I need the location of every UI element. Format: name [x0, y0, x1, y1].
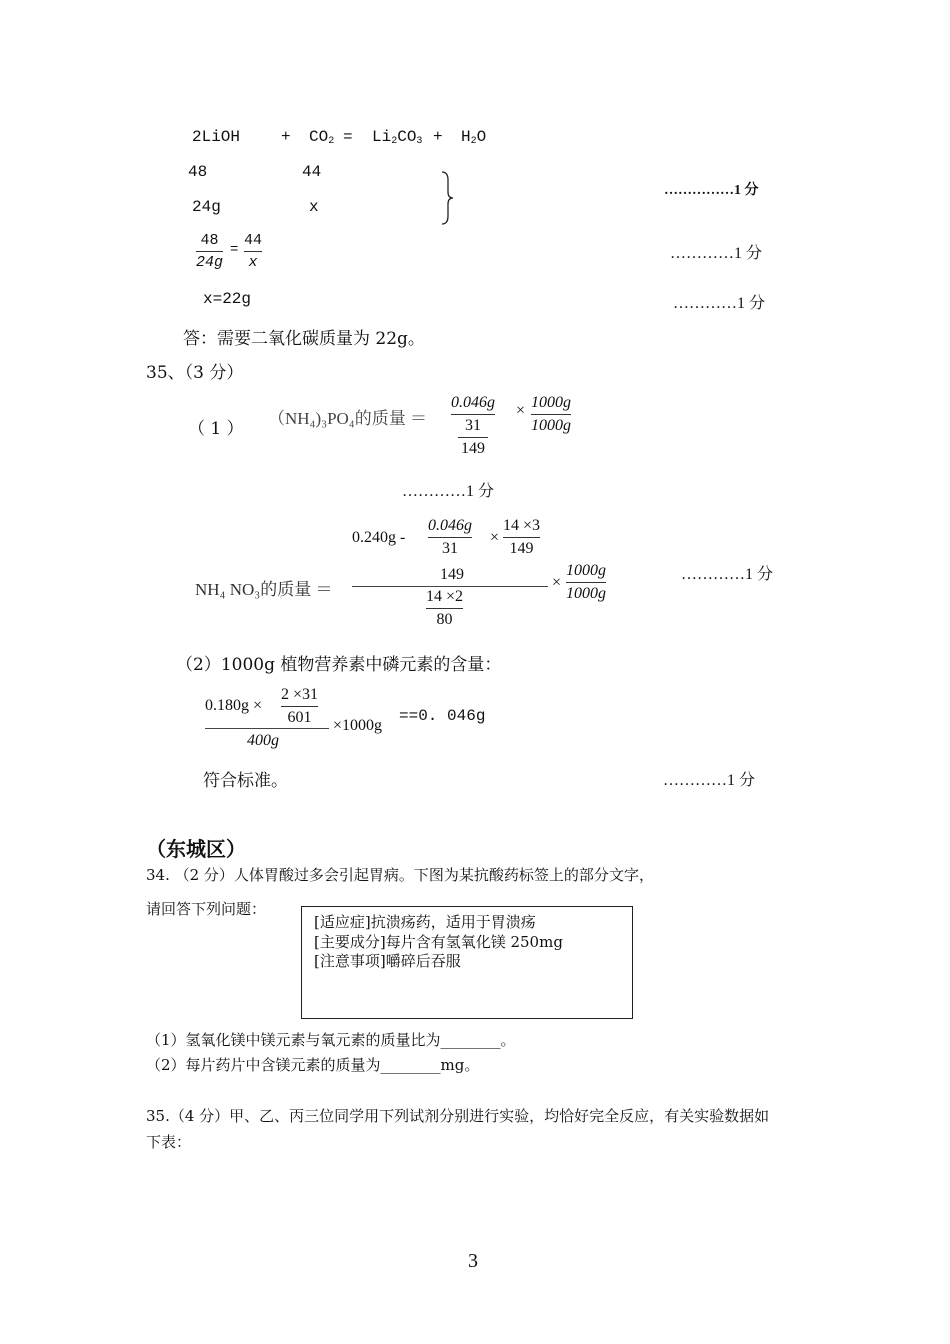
q34-stem: 34. （2 分）人体胃酸过多会引起胃病。下图为某抗酸药标签上的部分文字，: [146, 866, 654, 884]
fraction-f2: 1000g 1000g: [531, 394, 571, 434]
equation-row: [192, 128, 240, 146]
product-h2o: $H_2O$: [461, 128, 487, 147]
q34-part-1: （1）氢氧化镁中镁元素与氧元素的质量比为________。: [146, 1031, 516, 1049]
given-mass: 24g: [192, 198, 221, 216]
fraction-f3c: 14 ×3 149: [503, 517, 541, 557]
q34-part-2: （2）每片药片中含镁元素的质量为________mg。: [146, 1056, 480, 1074]
q35-heading: 35、（3 分）: [146, 363, 244, 383]
fraction-f4: 1000g 1000g: [566, 562, 606, 602]
ratio-fraction-left: 48 24g: [196, 232, 224, 271]
score-2: …………1 分: [670, 245, 763, 262]
label-line-3: [注意事项]嚼碎后吞服: [314, 952, 461, 970]
times-sign: ×: [516, 402, 526, 419]
plus-sign: +: [281, 128, 291, 146]
f5-main-line: [205, 728, 329, 729]
fraction-f1: 0.046g 31 149: [451, 394, 495, 457]
nh4no3-label: NH₄ NO₃的质量 ＝: [195, 580, 333, 599]
equals-sign: =: [343, 128, 353, 146]
times-sign-2: ×: [490, 529, 500, 546]
f5-times: ×1000g: [333, 717, 383, 734]
conclusion: 符合标准。: [203, 771, 288, 791]
q34-stem-2: 请回答下列问题：: [146, 900, 267, 918]
f5-result: ==0. 046g: [399, 707, 486, 725]
f3-mid: 149: [440, 566, 464, 583]
district-heading: （东城区）: [146, 837, 246, 861]
molar-mass-co2: 44: [302, 163, 322, 181]
answer-34: 答：需要二氧化碳质量为 22g。: [183, 329, 425, 349]
q35-line-2: 下表：: [146, 1133, 192, 1151]
score-1: ……………1 分: [664, 183, 759, 198]
label-line-1: [适应症]抗溃疡药，适用于胃溃疡: [314, 913, 536, 931]
score-b: …………1 分: [681, 566, 774, 583]
ratio-equals: =: [230, 242, 239, 258]
f5-denominator: 400g: [247, 732, 279, 749]
part-2-label: （2）1000g 植物营养素中磷元素的含量：: [176, 655, 502, 675]
times-sign-3: ×: [552, 574, 562, 591]
page-number: 3: [468, 1250, 478, 1272]
main-fraction-line: [352, 586, 548, 587]
drug-label-box: [301, 906, 633, 1019]
plus-sign-2: +: [433, 128, 443, 146]
reactant-lioh: 2LiOH: [192, 128, 241, 146]
fraction-f3b: 0.046g 31: [428, 517, 472, 557]
reactant-co2: $CO_2$: [309, 128, 335, 147]
q35-line-1: 35.（4 分）甲、乙、丙三位同学用下列试剂分别进行实验，均恰好完全反应，有关实验数据如: [146, 1107, 770, 1125]
brace-icon: [440, 170, 456, 226]
score-3: …………1 分: [673, 295, 766, 312]
product-li2co3: $Li_2CO_3$: [372, 128, 423, 147]
score-c: …………1 分: [663, 772, 756, 789]
ratio-fraction-right: 44 x: [244, 232, 263, 271]
fraction-f5b: 2 ×31 601: [281, 686, 319, 726]
result-x: x=22g: [203, 290, 252, 308]
part-1-label: （ 1 ）: [188, 419, 244, 439]
nh4-3po4-label: （NH₄)₃PO₄的质量 ＝: [268, 409, 427, 428]
unknown-mass: x: [309, 198, 319, 216]
label-line-2: [主要成分]每片含有氢氧化镁 250mg: [314, 933, 563, 951]
score-a: …………1 分: [402, 483, 495, 500]
f3-lead: 0.240g -: [352, 529, 406, 546]
fraction-f3-den: 14 ×2 80: [426, 588, 464, 628]
molar-mass-lioh: 48: [188, 163, 208, 181]
f5-lead: 0.180g ×: [205, 697, 263, 714]
